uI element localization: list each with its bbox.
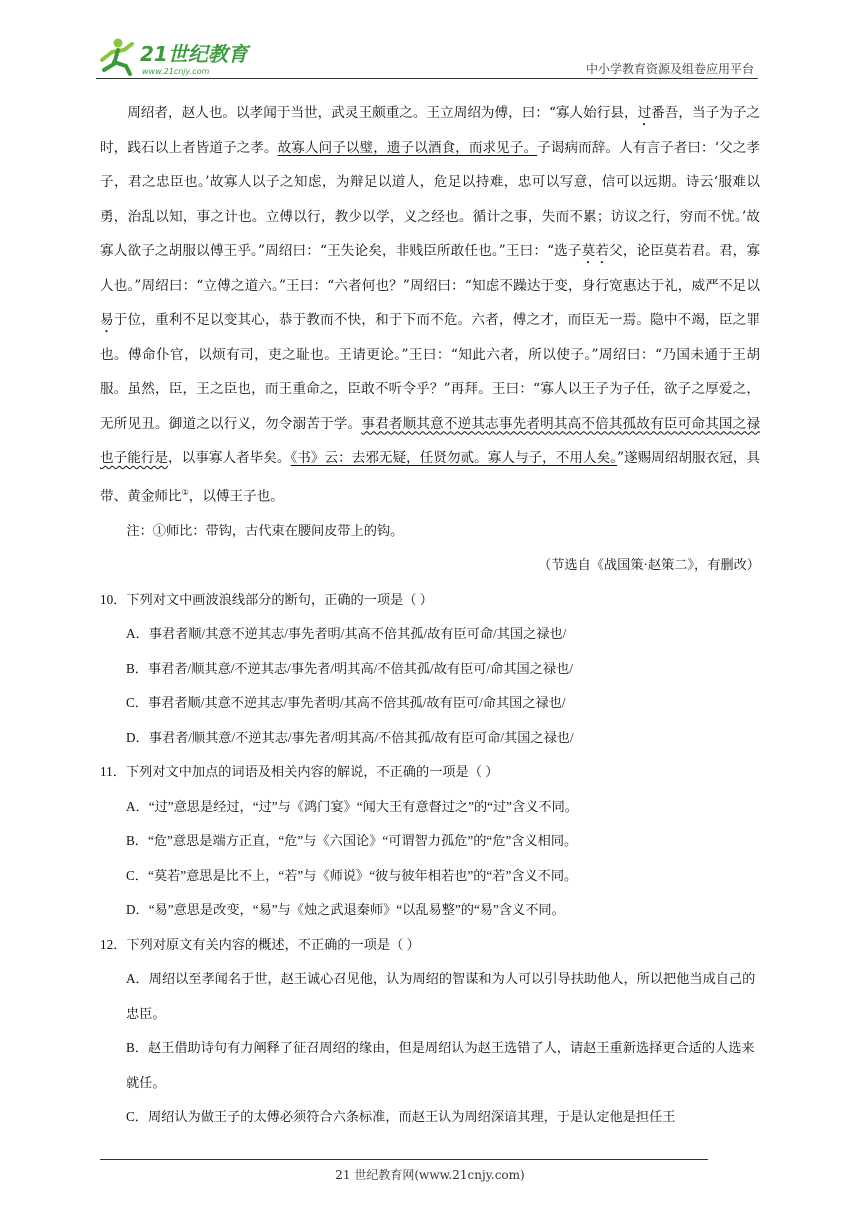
- option-c: C．周绍认为做王子的太傅必须符合六条标准，而赵王认为周绍深谙其理，于是认定他是担任王: [126, 1109, 676, 1125]
- page-header: [96, 36, 758, 80]
- footnote-marker: ①: [181, 487, 189, 497]
- dotted-word: 莫若: [581, 243, 610, 259]
- page-content: [100, 96, 760, 1135]
- svg-text:21世纪教育: 21世纪教育: [140, 42, 248, 66]
- header-divider: [96, 78, 758, 79]
- annotation-note: 注：①师比：带钩，古代束在腰间皮带上的钩。: [126, 522, 404, 538]
- option-d: D．事君者/顺其意/不逆其志/事先者/明其高/不倍其孤/故有臣可命/其国之禄也/: [126, 729, 574, 745]
- passage-text: 周绍者，赵人也。以孝闻于当世，武灵王颇重之。王立周绍为傅，曰：“寡人始行县，过番吾，当子为子之时，践石以上者皆道子之孝。故寡人问子以璧，遗子以酒食，而求见子。子谒病而辞。人有言子者曰：‘父之孝子，君之忠臣也。’故寡人以子之知虑，为辩足以道人，危足以持难，忠可以写意，信可以远期。诗云‘服难以勇，治乱以知，事之计也。立傅以行，教少以学，义之经也。循计之事，失而不累；访议之行，穷而不忧。’故寡人欲子之胡服以傅王乎。”周绍曰：“王失论矣，非贱臣所敢任也。”王曰：“选子莫若父，论臣莫若君。君，寡人也。”周绍曰：“立傅之道六。”王曰：“六者何也？”周绍曰：“知虑不躁达于变，身行宽惠达于礼，威严不足以易于位，重利不足以变其心，恭于教而不快，和于下而不危。六者，傅之才，而臣无一焉。隐中不竭，臣之罪也。傅命仆官，以烦有司，吏之耻也。王请更论。”王曰：“知此六者，所以使子。”周绍曰：“乃国未通于王胡服。虽然，臣，王之臣也，而王重命之，臣敢不听令乎？”再拜。王曰：“寡人以王子为子任，欲子之厚爱之，无所见丑。御道之以行义，勿令溺苦于学。事君者顺其意不逆其志事先者明其高不倍其孤故有臣可命其国之禄也子能行是，以事寡人者毕矣。《书》云：去邪无疑，任贤勿贰。寡人与子，不用人矣。”遂赐周绍胡服衣冠，具带、黄金师比①，以傅王子也。: [100, 105, 761, 505]
- option-a: A．“过”意思是经过，“过”与《鸿门宴》“闻大王有意督过之”的“过”含义不同。: [126, 798, 578, 814]
- option-c: C．事君者顺/其意不逆其志/事先者明/其高不倍其孤/故有臣可/命其国之禄也/: [126, 695, 566, 711]
- underlined-sentence: 故寡人问子以璧，遗子以酒食，而求见子。: [277, 139, 538, 156]
- option-a: A．周绍以至孝闻名于世，赵王诚心召见他，认为周绍的智谋和为人可以引导扶助他人，所以把他当成自己的忠臣。: [126, 971, 756, 1021]
- running-figure-icon: [102, 39, 132, 75]
- question-stem: 10．下列对文中画波浪线部分的断句，正确的一项是（ ）: [100, 591, 433, 607]
- dotted-word: 过: [637, 105, 652, 121]
- underlined-sentence: 《书》云：去邪无疑，任贤勿贰。寡人与子，不用人矣。: [290, 450, 618, 466]
- svg-text:www.21cnjy.com: www.21cnjy.com: [142, 67, 210, 76]
- question-stem: 11．下列对文中加点的词语及相关内容的解说，不正确的一项是（ ）: [100, 764, 499, 780]
- option-b: B．“危”意思是端方正直，“危”与《六国论》“可谓智力孤危”的“危”含义相同。: [126, 833, 578, 849]
- page-footer: 21 世纪教育网(www.21cnjy.com): [335, 1168, 525, 1182]
- option-d: D．“易”意思是改变，“易”与《烛之武退秦师》“以乱易整”的“易”含义不同。: [126, 902, 565, 918]
- option-b: B．事君者/顺其意/不逆其志/事先者/明其高/不倍其孤/故有臣可/命其国之禄也/: [126, 660, 573, 676]
- option-a: A．事君者顺/其意不逆其志/事先者明/其高不倍其孤/故有臣可命/其国之禄也/: [126, 626, 567, 642]
- source-citation: （节选自《战国策·赵策二》，有删改）: [538, 557, 760, 573]
- platform-name: 中小学教育资源及组卷应用平台: [585, 62, 754, 76]
- wavy-underlined-text: 事君者顺其意不逆其志事先者明其高不倍其孤故有臣可命其国之禄也子能行是: [100, 415, 760, 466]
- dotted-word: 易: [100, 312, 114, 328]
- option-b: B．赵王借助诗句有力阐释了征召周绍的缘由，但是周绍认为赵王选错了人，请赵王重新选择更合适的人选来就任。: [126, 1040, 755, 1090]
- footer-divider: [100, 1159, 708, 1160]
- option-c: C．“莫若”意思是比不上，“若”与《师说》“彼与彼年相若也”的“若”含义不同。: [126, 867, 578, 883]
- question-stem: 12．下列对原文有关内容的概述，不正确的一项是（ ）: [100, 936, 420, 952]
- logo-21cnjy: [96, 36, 266, 78]
